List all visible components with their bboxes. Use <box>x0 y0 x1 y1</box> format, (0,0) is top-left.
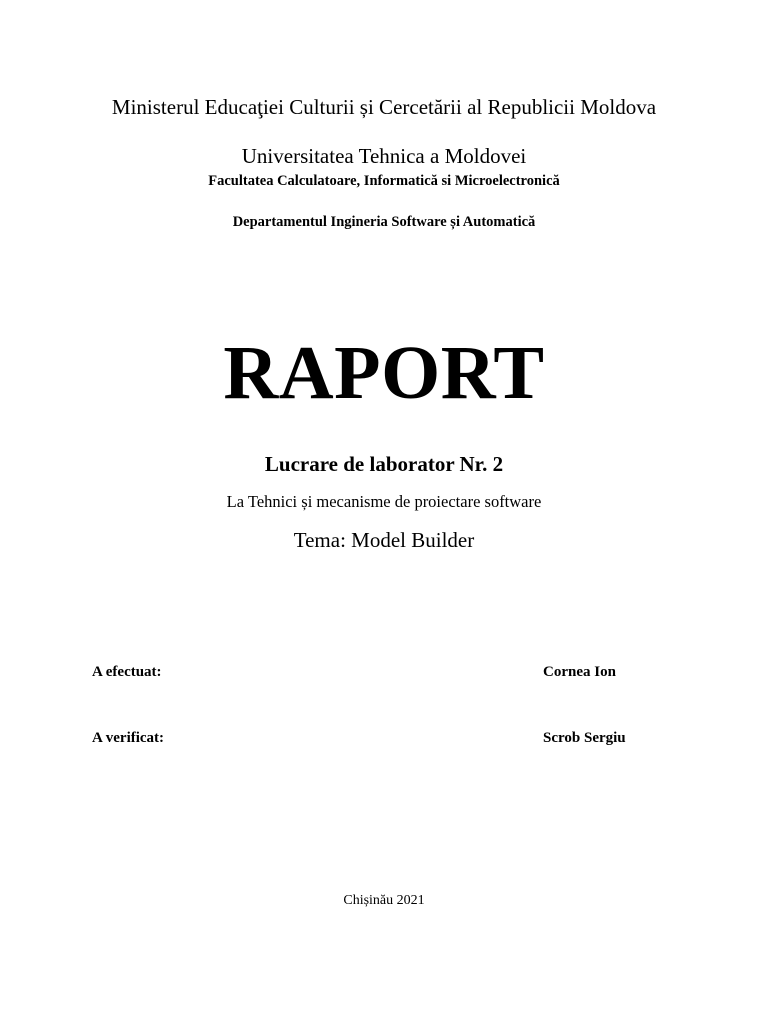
checked-by-name: Scrob Sergiu <box>543 730 626 746</box>
report-topic: Tema: Model Builder <box>293 528 475 552</box>
checked-by-label: A verificat: <box>92 730 165 746</box>
university-heading: Universitatea Tehnica a Moldovei <box>241 144 527 168</box>
faculty-heading: Facultatea Calculatoare, Informatică si Microelectronică <box>208 173 560 189</box>
city-year-footer: Chișinău 2021 <box>343 893 425 908</box>
course-name: La Tehnici și mecanisme de proiectare software <box>226 492 542 511</box>
ministry-heading: Ministerul Educaţiei Culturii și Cercetării al Republicii Moldova <box>111 95 657 119</box>
performed-by-name: Cornea Ion <box>543 664 616 680</box>
document-title: RAPORT <box>223 331 545 415</box>
department-heading: Departamentul Ingineria Software și Automatică <box>232 214 536 230</box>
performed-by-row <box>0 665 768 685</box>
lab-work-title: Lucrare de laborator Nr. 2 <box>264 452 504 476</box>
performed-by-label: A efectuat: <box>92 664 162 680</box>
checked-by-row <box>0 731 768 751</box>
